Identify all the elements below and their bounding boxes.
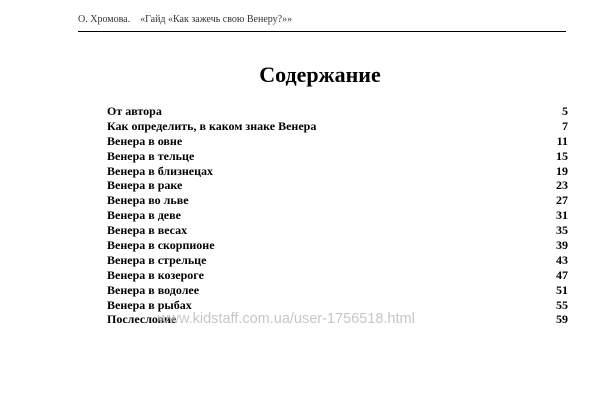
toc-entry xyxy=(107,193,568,208)
toc-entry-page: 15 xyxy=(556,148,568,163)
toc-entry xyxy=(107,283,568,298)
toc-entry-page: 39 xyxy=(556,238,568,253)
toc-entry-page: 7 xyxy=(562,118,568,133)
running-header xyxy=(78,13,566,27)
toc-entry-label: Венера в скорпионе xyxy=(107,238,215,253)
toc-entry xyxy=(107,119,568,134)
toc-entry xyxy=(107,253,568,268)
toc-entry-label: Венера в козероге xyxy=(107,267,204,282)
toc-title: Содержание xyxy=(259,62,381,87)
toc-entry-page: 43 xyxy=(556,252,568,267)
toc-entry xyxy=(107,178,568,193)
toc-entry xyxy=(107,268,568,283)
toc-entry-label: Венера в рыбах xyxy=(107,297,192,312)
toc-entry-page: 11 xyxy=(556,133,568,148)
toc-entry-label: Венера в водолее xyxy=(107,282,200,297)
toc-entry-label: Как определить, в каком знаке Венера xyxy=(107,118,317,133)
toc-entry-page: 47 xyxy=(556,267,568,282)
toc-entry-page: 19 xyxy=(556,163,568,178)
toc-entry-label: Венера в весах xyxy=(107,223,188,238)
toc-entry-label: Венера во льве xyxy=(107,193,189,208)
header-book-title: «Гайд «Как зажечь свою Венеру?»» xyxy=(140,14,293,25)
toc-entry-page: 5 xyxy=(562,104,568,118)
toc-entry-page: 27 xyxy=(556,193,568,208)
toc-entry xyxy=(107,134,568,149)
toc-entry-label: Венера в деве xyxy=(107,208,181,223)
toc-entry-label: Венера в стрельце xyxy=(107,252,207,267)
toc-entry xyxy=(107,104,568,119)
toc-entry xyxy=(107,149,568,164)
toc-entry xyxy=(107,208,568,223)
toc-entry-label: Венера в тельце xyxy=(107,148,195,163)
toc-entry-page: 55 xyxy=(556,297,568,312)
header-rule xyxy=(78,31,566,32)
toc-entry-label: Послесловие xyxy=(107,312,177,327)
toc-entry-page: 31 xyxy=(556,208,568,223)
toc-entry-page: 35 xyxy=(556,223,568,238)
toc-entry-page: 23 xyxy=(556,178,568,193)
toc-entry-label: Венера в овне xyxy=(107,133,183,148)
toc-entry xyxy=(107,164,568,179)
toc-entry xyxy=(107,238,568,253)
toc-entry-page: 59 xyxy=(556,312,568,327)
toc-entry-label: От автора xyxy=(107,104,162,118)
toc-entry-label: Венера в раке xyxy=(107,178,183,193)
header-author: О. Хромова. xyxy=(78,14,131,25)
toc-entry xyxy=(107,223,568,238)
toc-entry-page: 51 xyxy=(556,282,568,297)
watermark-url: www.kidstaff.com.ua/user-1756518.html xyxy=(158,311,415,327)
toc-entry-label: Венера в близнецах xyxy=(107,163,214,178)
table-of-contents xyxy=(107,104,568,327)
